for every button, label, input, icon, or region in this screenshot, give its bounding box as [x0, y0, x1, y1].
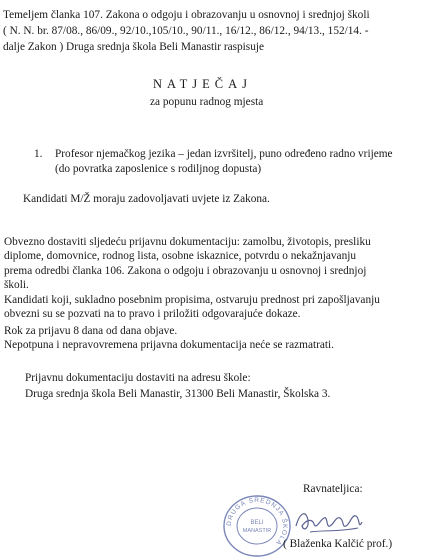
notice-subtitle: za popunu radnog mjesta	[150, 96, 264, 108]
header-line-2: ( N. N. br. 87/08., 86/09., 92/10.,105/10., 90/11., 16/12., 86/12., 94/13., 152/14. -	[3, 25, 369, 37]
header-line-1: Temeljem članka 107. Zakona o odgoju i obrazovanju u osnovnoj i srednjoj školi	[3, 9, 370, 21]
stamp-center-text: BELI	[250, 520, 264, 526]
signature-role: Ravnateljica:	[303, 483, 363, 495]
requirement-text: Kandidati M/Ž moraju zadovoljavati uvjete iz Zakona.	[23, 193, 270, 205]
stamp-center-text: MANASTIR	[242, 528, 272, 534]
documentation-line: Rok za prijavu 8 dana od dana objave.	[4, 325, 178, 337]
address-line-1: Prijavnu dokumentaciju dostaviti na adresu škole:	[25, 372, 251, 384]
documentation-line: obvezni su se pozvati na to pravo i priložiti odgovarajuće dokaze.	[4, 308, 301, 320]
position-line-2: (do povratka zaposlenice s rodiljnog dopusta)	[55, 163, 262, 175]
documentation-line: Nepotpuna i nepravovremena prijavna dokumentacija neće se razmatrati.	[4, 339, 334, 351]
documentation-line: Obvezno dostaviti sljedeću prijavnu dokumentaciju: zamolbu, životopis, presliku	[4, 236, 371, 248]
header-line-3: dalje Zakon ) Druga srednja škola Beli Manastir raspisuje	[3, 41, 265, 53]
position-number: 1.	[34, 148, 43, 160]
handwritten-signature	[292, 506, 364, 538]
documentation-line: školi.	[4, 279, 29, 291]
documentation-line: diplome, domovnice, rodnog lista, osobne iskaznice, potvrdu o nekažnjavanju	[4, 250, 357, 262]
address-line-2: Druga srednja škola Beli Manastir, 31300 Beli Manastir, Školska 3.	[25, 388, 331, 400]
signature-name: ( Blaženka Kalčić prof.)	[283, 538, 393, 550]
school-stamp	[222, 495, 292, 557]
documentation-line: Kandidati koji, sukladno posebnim propisima, ostvaruju prednost pri zapošljavanju	[4, 294, 380, 306]
notice-title: NATJEČAJ	[153, 77, 253, 91]
stamp-ring-text: DRUGA SREDNJA ŠKOLA	[225, 496, 289, 547]
position-line-1: Profesor njemačkog jezika – jedan izvršitelj, puno određeno radno vrijeme	[55, 148, 393, 160]
documentation-line: prema odredbi članka 106. Zakona o odgoju i obrazovanju u osnovnoj i srednjoj	[4, 265, 367, 277]
